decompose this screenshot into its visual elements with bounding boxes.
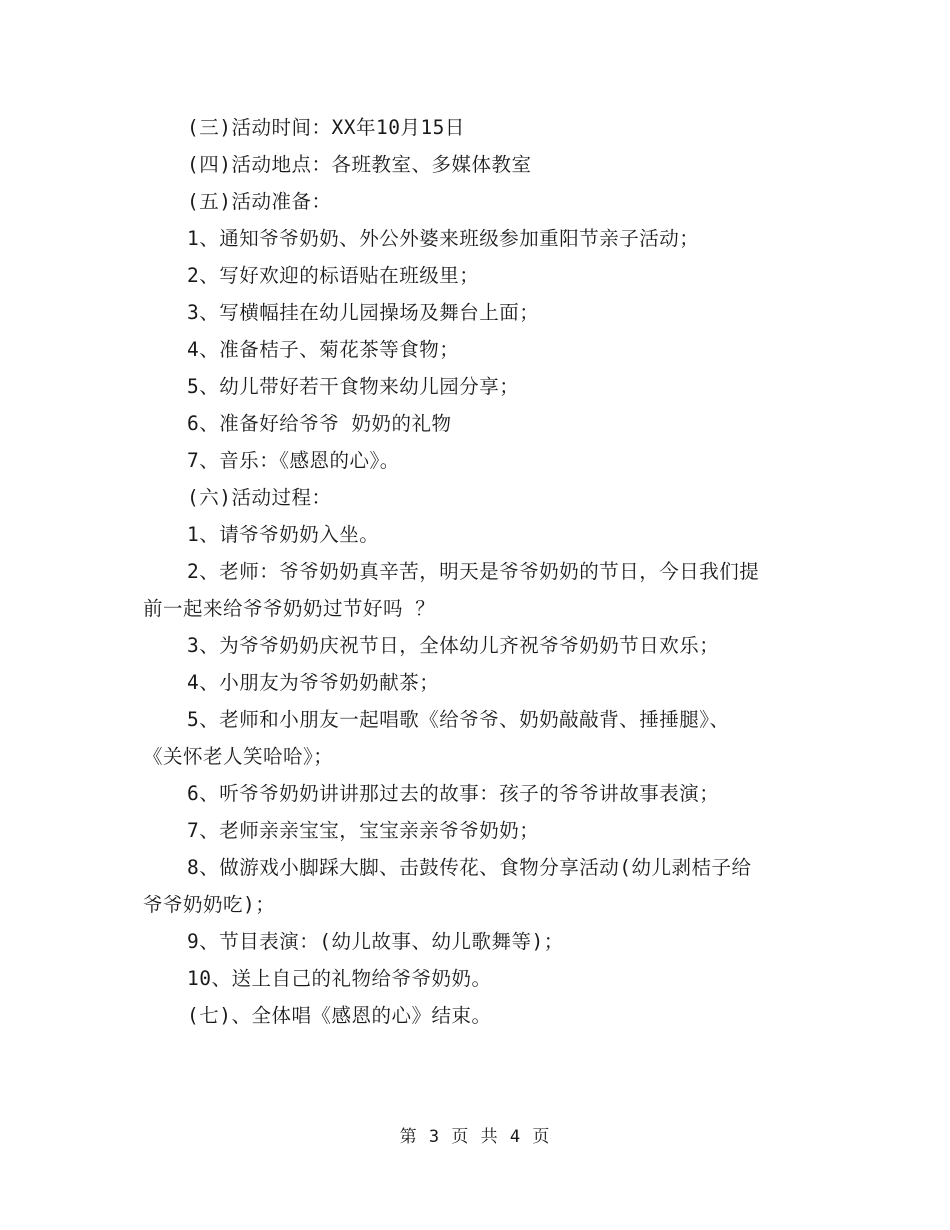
list-item: 2、老师：爷爷奶奶真辛苦，明天是爷爷奶奶的节日，今日我们提: [187, 560, 760, 583]
list-item: 4、准备桔子、菊花茶等食物；: [187, 338, 460, 361]
list-item-continuation: 《关怀老人笑哈哈》；: [143, 745, 334, 768]
list-item: 1、请爷爷奶奶入坐。: [187, 523, 380, 546]
list-item: 1、通知爷爷奶奶、外公外婆来班级参加重阳节亲子活动；: [187, 227, 700, 250]
list-item: 4、小朋友为爷爷奶奶献茶；: [187, 671, 440, 694]
paragraph-line: (七)、全体唱《感恩的心》结束。: [187, 1004, 492, 1027]
list-item: 10、送上自己的礼物给爷爷奶奶。: [187, 967, 492, 990]
list-item: 5、老师和小朋友一起唱歌《给爷爷、奶奶敲敲背、捶捶腿》、: [187, 708, 730, 731]
document-body: [143, 109, 813, 1034]
paragraph-line: (六)活动过程：: [187, 486, 332, 509]
list-item: 3、为爷爷奶奶庆祝节日，全体幼儿齐祝爷爷奶奶节日欢乐；: [187, 634, 720, 657]
list-item: 6、准备好给爷爷 奶奶的礼物: [187, 412, 452, 435]
list-item: 5、幼儿带好若干食物来幼儿园分享；: [187, 375, 520, 398]
list-item: 3、写横幅挂在幼儿园操场及舞台上面；: [187, 301, 540, 324]
list-item: 2、写好欢迎的标语贴在班级里；: [187, 264, 480, 287]
list-item: 7、老师亲亲宝宝，宝宝亲亲爷爷奶奶；: [187, 819, 540, 842]
paragraph-line: (四)活动地点：各班教室、多媒体教室: [187, 153, 532, 176]
list-item: 8、做游戏小脚踩大脚、击鼓传花、食物分享活动(幼儿剥桔子给: [187, 856, 752, 879]
paragraph-line: (五)活动准备：: [187, 190, 332, 213]
list-item-continuation: 爷爷奶奶吃)；: [143, 893, 276, 916]
list-item: 6、听爷爷奶奶讲讲那过去的故事：孩子的爷爷讲故事表演；: [187, 782, 720, 805]
page-footer: 第 3 页 共 4 页: [399, 1127, 551, 1147]
list-item: 9、节目表演：(幼儿故事、幼儿歌舞等)；: [187, 930, 564, 953]
list-item: 7、音乐：《感恩的心》。: [187, 449, 400, 472]
list-item-continuation: 前一起来给爷爷奶奶过节好吗 ？: [143, 597, 436, 620]
paragraph-line: (三)活动时间：XX年10月15日: [187, 116, 465, 139]
